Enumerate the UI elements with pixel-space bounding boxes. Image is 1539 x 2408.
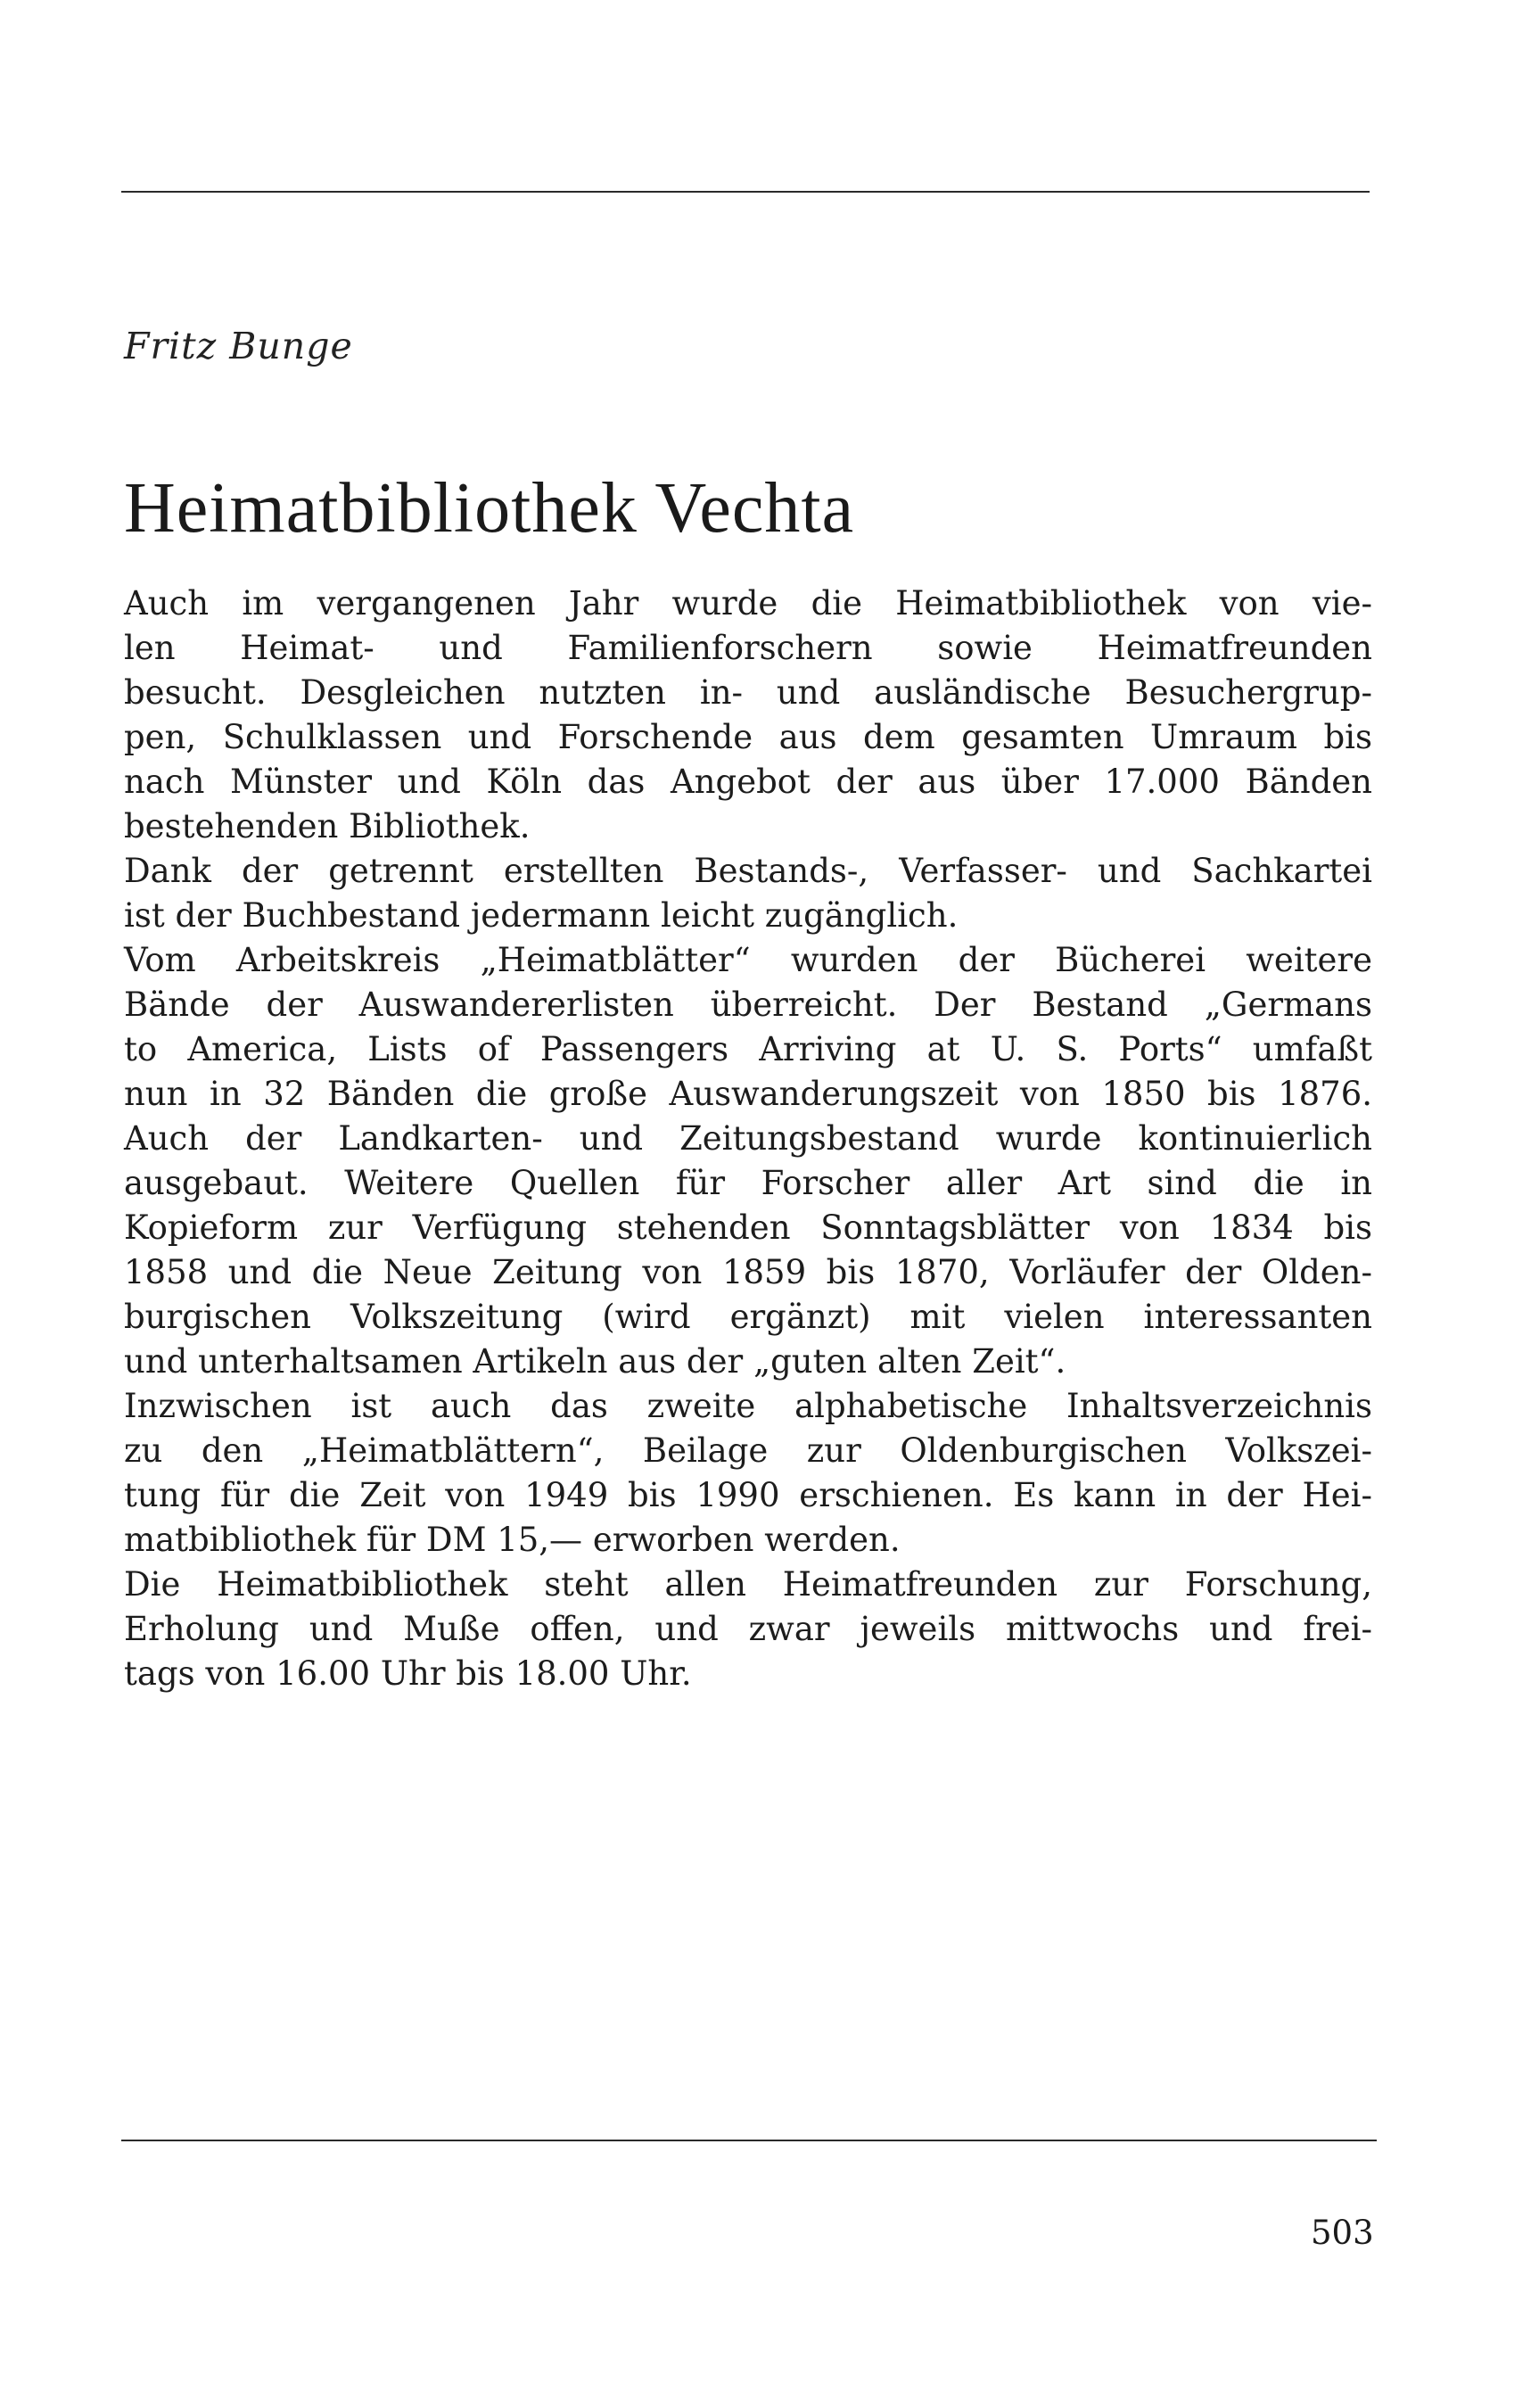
body-line: nun in 32 Bänden die große Auswanderungszeit von 1850 bis 1876. — [124, 1075, 1372, 1113]
body-line: nach Münster und Köln das Angebot der aus über 17.000 Bänden — [124, 763, 1372, 801]
body-line: burgischen Volkszeitung (wird ergänzt) mit vielen interessanten — [124, 1298, 1372, 1336]
body-line: tung für die Zeit von 1949 bis 1990 erschienen. Es kann in der Hei- — [124, 1476, 1372, 1514]
body-line: besucht. Desgleichen nutzten in- und ausländische Besuchergrup- — [124, 673, 1372, 712]
body-line: Dank der getrennt erstellten Bestands-, Verfasser- und Sachkartei — [124, 852, 1372, 890]
body-line: Inzwischen ist auch das zweite alphabetische Inhaltsverzeichnis — [124, 1387, 1372, 1425]
body-line: tags von 16.00 Uhr bis 18.00 Uhr. — [124, 1654, 692, 1693]
body-line: Vom Arbeitskreis „Heimatblätter“ wurden der Bücherei weitere — [124, 941, 1372, 979]
body-line: Die Heimatbibliothek steht allen Heimatfreunden zur Forschung, — [124, 1565, 1372, 1604]
body-line: bestehenden Bibliothek. — [124, 807, 531, 845]
body-line: Erholung und Muße offen, und zwar jeweils mittwochs und frei- — [124, 1610, 1372, 1648]
body-line: Bände der Auswandererlisten überreicht. Der Bestand „Germans — [124, 985, 1372, 1024]
body-line: ausgebaut. Weitere Quellen für Forscher aller Art sind die in — [124, 1164, 1372, 1202]
page-number: 503 — [1311, 2214, 1374, 2252]
body-line: 1858 und die Neue Zeitung von 1859 bis 1870, Vorläufer der Olden- — [124, 1253, 1372, 1291]
top-rule — [121, 191, 1370, 193]
body-line: len Heimat- und Familienforschern sowie Heimatfreunden — [124, 629, 1372, 667]
body-line: ist der Buchbestand jedermann leicht zugänglich. — [124, 896, 959, 935]
body-line: pen, Schulklassen und Forschende aus dem gesamten Umraum bis — [124, 718, 1372, 756]
body-line: und unterhaltsamen Artikeln aus der „guten alten Zeit“. — [124, 1342, 1066, 1381]
body-line: Kopieform zur Verfügung stehenden Sonntagsblätter von 1834 bis — [124, 1208, 1372, 1247]
body-line: Auch der Landkarten- und Zeitungsbestand wurde kontinuierlich — [124, 1119, 1372, 1158]
author-name: Fritz Bunge — [124, 325, 353, 367]
body-line: zu den „Heimatblättern“, Beilage zur Oldenburgischen Volkszei- — [124, 1431, 1372, 1470]
article-body — [124, 581, 1372, 1696]
body-line: matbibliothek für DM 15,— erworben werden. — [124, 1521, 901, 1559]
body-line: to America, Lists of Passengers Arriving at U. S. Ports“ umfaßt — [124, 1030, 1372, 1068]
bottom-rule — [121, 2140, 1377, 2141]
body-line: Auch im vergangenen Jahr wurde die Heimatbibliothek von vie- — [124, 584, 1372, 623]
article-title: Heimatbibliothek Vechta — [124, 469, 855, 548]
